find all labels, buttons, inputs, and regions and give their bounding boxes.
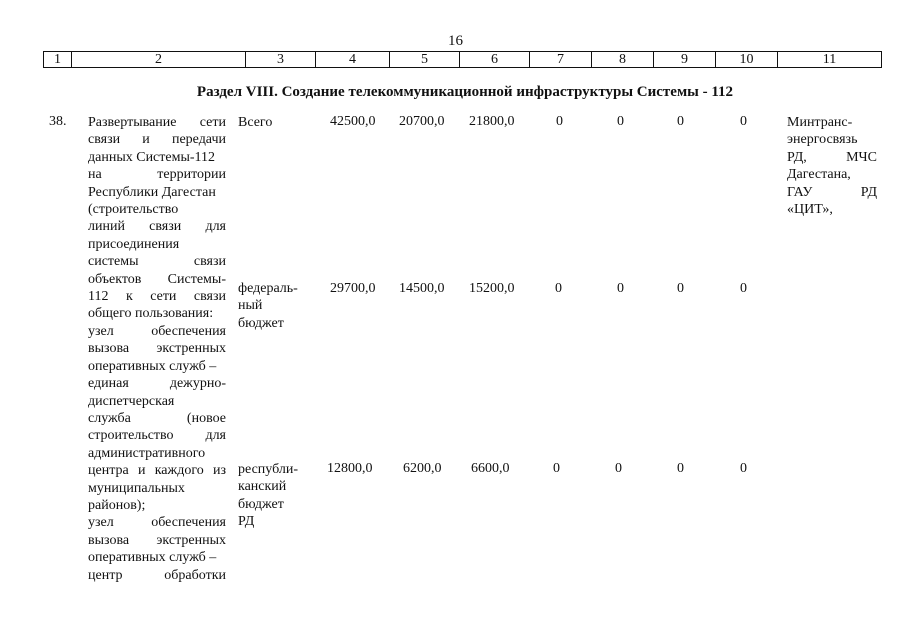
value-federal-col10: 0 <box>740 281 747 296</box>
executor-line: Дагестана, <box>787 167 851 183</box>
column-header: 7 <box>530 52 592 68</box>
description-line: объектов Системы- <box>88 271 226 287</box>
description-line: административного <box>88 445 206 461</box>
executor-line: Минтранс- <box>787 115 853 130</box>
description-line: линий связи для <box>88 219 226 235</box>
description-line: системы связи <box>88 254 226 270</box>
funding-source-federal <box>238 280 298 332</box>
description-line: Развертывание сети <box>88 115 226 130</box>
description-line: узел обеспечения <box>88 323 226 339</box>
description-line: оперативных служб – <box>88 550 217 566</box>
column-header: 10 <box>716 52 778 68</box>
description-line: Республики Дагестан <box>88 184 216 200</box>
description-line: присоединения <box>88 236 180 252</box>
funding-source-line: бюджет <box>238 496 284 512</box>
description-line: центр обработки <box>88 567 226 583</box>
column-header: 5 <box>390 52 460 68</box>
description-line: на территории <box>88 167 226 183</box>
description-line: оперативных служб – <box>88 358 217 374</box>
value-federal-col9: 0 <box>677 281 684 296</box>
value-federal-col8: 0 <box>617 281 624 296</box>
value-total-col4: 42500,0 <box>330 114 376 129</box>
value-federal-col5: 14500,0 <box>399 281 445 296</box>
value-federal-col4: 29700,0 <box>330 281 376 296</box>
funding-source-line: Всего <box>238 115 273 130</box>
column-header: 4 <box>316 52 390 68</box>
column-number-header <box>43 51 882 68</box>
funding-source-line: РД <box>238 514 255 530</box>
column-header: 9 <box>654 52 716 68</box>
description-line: диспетчерская <box>88 393 175 409</box>
funding-source-line: ный <box>238 298 263 314</box>
value-federal-col7: 0 <box>555 281 562 296</box>
column-header: 1 <box>44 52 72 68</box>
section-title: Раздел VIII. Создание телекоммуникационной инфраструктуры Системы - 112 <box>196 84 734 100</box>
funding-source-republican <box>238 461 298 531</box>
row-number: 38. <box>49 114 67 129</box>
description-line: единая дежурно- <box>88 376 226 392</box>
description-line: (строительство <box>88 202 179 218</box>
description-line: строительство для <box>88 428 226 444</box>
description-line: данных Системы-112 <box>88 149 216 165</box>
value-total-col10: 0 <box>740 114 747 129</box>
description-line: общего пользования: <box>88 306 214 322</box>
funding-source-total <box>238 114 272 131</box>
value-total-col5: 20700,0 <box>399 114 445 129</box>
value-total-col6: 21800,0 <box>469 114 515 129</box>
executor-line: ГАУ РД <box>787 184 877 200</box>
description-line: служба (новое <box>88 410 226 426</box>
value-republican-col5: 6200,0 <box>403 461 442 476</box>
description-line: районов); <box>88 497 146 513</box>
responsible-executors <box>787 114 877 218</box>
executor-line: энергосвязь <box>787 132 858 148</box>
funding-source-line: бюджет <box>238 315 284 331</box>
measure-description <box>88 114 226 584</box>
column-header: 11 <box>778 52 882 68</box>
value-total-col9: 0 <box>677 114 684 129</box>
value-republican-col8: 0 <box>615 461 622 476</box>
executor-line: РД, МЧС <box>787 149 877 165</box>
funding-source-line: канский <box>238 479 287 495</box>
page-number: 16 <box>448 33 463 49</box>
description-line: вызова экстренных <box>88 341 226 357</box>
description-line: 112 к сети связи <box>88 289 226 305</box>
column-header: 3 <box>246 52 316 68</box>
description-line: муниципальных <box>88 480 185 496</box>
description-line: узел обеспечения <box>88 515 226 531</box>
value-total-col8: 0 <box>617 114 624 129</box>
column-header: 6 <box>460 52 530 68</box>
value-total-col7: 0 <box>556 114 563 129</box>
value-republican-col7: 0 <box>553 461 560 476</box>
value-republican-col9: 0 <box>677 461 684 476</box>
value-republican-col4: 12800,0 <box>327 461 373 476</box>
funding-source-line: республи- <box>238 462 298 477</box>
value-republican-col6: 6600,0 <box>471 461 510 476</box>
column-header: 2 <box>72 52 246 68</box>
description-line: центра и каждого из <box>88 463 226 479</box>
description-line: связи и передачи <box>88 132 226 148</box>
value-republican-col10: 0 <box>740 461 747 476</box>
description-line: вызова экстренных <box>88 532 226 548</box>
executor-line: «ЦИТ», <box>787 202 833 218</box>
value-federal-col6: 15200,0 <box>469 281 515 296</box>
column-header: 8 <box>592 52 654 68</box>
funding-source-line: федераль- <box>238 281 298 296</box>
